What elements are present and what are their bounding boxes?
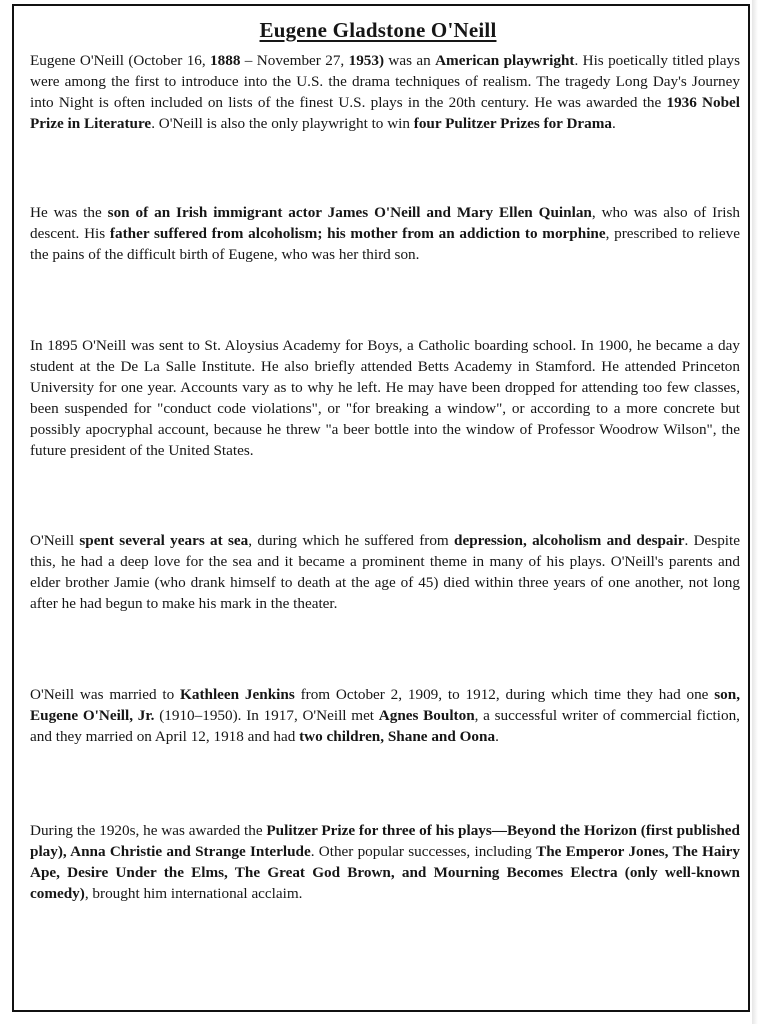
bold-phrase: The Emperor Jones, The Hairy Ape, Desire Under the Elms, The Great God Brown, and Mourning Becomes Electra (only well-known comedy) xyxy=(30,843,740,902)
paragraph-education xyxy=(30,335,740,461)
scan-edge-shadow xyxy=(752,0,758,1024)
text-run: (1910–1950). In 1917, O'Neill met xyxy=(154,707,379,724)
text-run: . O'Neill is also the only playwright to win xyxy=(151,115,414,132)
text-run: He was the xyxy=(30,204,108,221)
bold-phrase: 1888 xyxy=(210,52,241,69)
text-run: was an xyxy=(384,52,436,69)
bold-phrase: American playwright xyxy=(435,52,575,69)
text-run: Eugene O'Neill (October 16, xyxy=(30,52,211,69)
text-run: . xyxy=(495,728,499,745)
paragraph-sea-years xyxy=(30,530,740,614)
text-run: , a successful writer of commercial fiction, and they married on April 12, 1918 and had xyxy=(30,707,740,745)
text-run: , who was also of Irish descent. His xyxy=(30,204,740,242)
text-run: . xyxy=(612,115,616,132)
paragraph-acclaim xyxy=(30,820,740,904)
text-run: During the 1920s, he was awarded the xyxy=(30,822,267,839)
text-run: – November 27, xyxy=(240,52,349,69)
text-run: , brought him international acclaim. xyxy=(84,885,303,902)
text-run: O'Neill xyxy=(30,532,80,549)
bold-phrase: son of an Irish immigrant actor James O'Neill and Mary Ellen Quinlan xyxy=(107,204,592,221)
text-run: In 1895 O'Neill was sent to St. Aloysius Academy for Boys, a Catholic boarding school. In 1900, he became a day student at the De La Salle Institute. He also briefly attended Betts Academy in Stamford. He attended Princeton University for one year. Accounts vary as to why he left. He may have been dropped for attending too few classes, been suspended for "conduct code violations", or "for breaking a window", or according to a more concrete but possibly apocryphal account, because he threw "a beer bottle into the window of Professor Woodrow Wilson", the future president of the United States. xyxy=(30,337,740,459)
bold-phrase: Pulitzer Prize for three of his plays—Beyond the Horizon (first published play), Anna Christie and Strange Interlude xyxy=(30,822,740,860)
text-run: from October 2, 1909, to 1912, during which time they had one xyxy=(294,686,715,703)
text-run: . Other popular successes, including xyxy=(310,843,537,860)
text-run: . His poetically titled plays were among the first to introduce into the U.S. the drama techniques of realism. The tragedy Long Day's Journey into Night is often included on lists of the finest U.S. plays in the 20th century. He was awarded the xyxy=(30,52,740,111)
bold-phrase: Kathleen Jenkins xyxy=(180,686,295,703)
bold-phrase: Agnes Boulton xyxy=(378,707,475,724)
bold-phrase: two children, Shane and Oona xyxy=(299,728,496,745)
bold-phrase: father suffered from alcoholism; his mother from an addiction to morphine xyxy=(109,225,606,242)
paragraph-intro xyxy=(30,50,740,134)
bold-phrase: 1953) xyxy=(348,52,385,69)
text-run: , prescribed to relieve the pains of the difficult birth of Eugene, who was her third son. xyxy=(30,225,740,263)
paragraph-family xyxy=(30,202,740,265)
text-run: , during which he suffered from xyxy=(248,532,455,549)
text-run: . Despite this, he had a deep love for the sea and it became a prominent theme in many of his plays. O'Neill's parents and elder brother Jamie (who drank himself to death at the age of 45) died within three years of one another, not long after he had begun to make his mark in the theater. xyxy=(30,532,740,612)
bold-phrase: spent several years at sea xyxy=(79,532,249,549)
bold-phrase: 1936 Nobel Prize in Literature xyxy=(30,94,741,132)
paragraph-marriage xyxy=(30,684,740,747)
bold-phrase: son, Eugene O'Neill, Jr. xyxy=(30,686,740,724)
bold-phrase: four Pulitzer Prizes for Drama xyxy=(413,115,612,132)
document-title: Eugene Gladstone O'Neill xyxy=(259,18,497,42)
text-run: O'Neill was married to xyxy=(30,686,181,703)
bold-phrase: depression, alcoholism and despair xyxy=(454,532,685,549)
